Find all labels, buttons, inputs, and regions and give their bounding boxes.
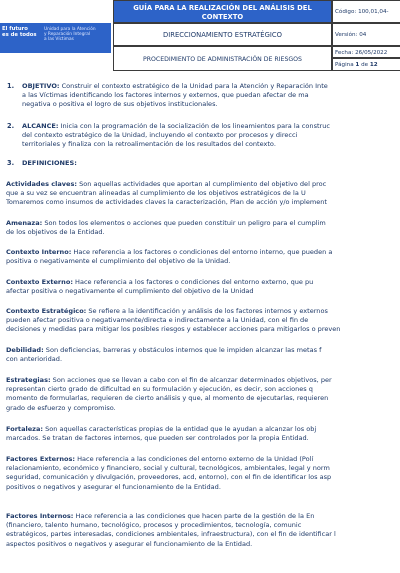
objetivo-line-2: a las Víctimas identificando los factores internos y externos, que puedan afectar de ma <box>22 91 309 100</box>
alcance-text-1: Inicia con la programación de la socialización de los lineamientos para la construc <box>58 122 330 130</box>
definition-line <box>6 307 400 316</box>
section-objetivo <box>22 82 400 110</box>
definition-term: Factores Externos: <box>6 455 76 463</box>
section-alcance <box>22 122 400 150</box>
process-area: DIRECCIONAMIENTO ESTRATÉGICO <box>113 23 332 46</box>
definition-line: aspectos positivos o negativos y asegurar el funcionamiento de la Entidad. <box>6 539 253 548</box>
definition-text: Hace referencia a las condiciones que hacen parte de la gestión de la En <box>73 512 315 520</box>
document-version: Versión: 04 <box>332 23 400 46</box>
definition-term: Debilidad: <box>6 346 44 354</box>
page-label: Página <box>335 62 354 68</box>
section-number-alcance: 2. <box>7 122 15 130</box>
definition-text: Son aquellas actividades que aportan al cumplimiento del objetivo del proc <box>77 180 327 188</box>
definition-line <box>6 455 400 464</box>
page-indicator <box>332 58 400 71</box>
definition-term: Amenaza: <box>6 219 43 227</box>
definition-text: Son acciones que se llevan a cabo con el fin de alcanzar determinados objetivos, per <box>50 376 332 384</box>
definition-line: representan cierto grado de dificultad en su formulación y ejecución, es decir, son acciones q <box>6 385 313 394</box>
logo-subtext <box>44 27 96 42</box>
title-line-1: GUÍA PARA LA REALIZACIÓN DEL ANÁLISIS DEL <box>133 4 312 12</box>
section-number-definiciones: 3. <box>7 159 15 167</box>
page-total: 12 <box>369 62 378 68</box>
definition-contexto-externo <box>6 278 400 296</box>
definition-term: Factores Internos: <box>6 512 74 520</box>
objetivo-line-3: negativa o positiva el logro de sus objetivos institucionales. <box>22 100 218 109</box>
logo-text <box>2 26 37 38</box>
logo-sub-line-2: y Reparación Integral <box>44 32 91 37</box>
definition-line <box>6 180 400 189</box>
document-code: Código: 100,01,04- <box>332 0 400 23</box>
logo-sub-line-3: a las Víctimas <box>44 37 74 42</box>
definition-text: Son deficiencias, barreras y obstáculos internos que le impiden alcanzar las metas f <box>43 346 322 354</box>
definition-line <box>6 346 400 355</box>
definition-text: Hace referencia a los factores o condiciones del entorno interno, que pueden a <box>71 248 333 256</box>
definition-text: Hace referencia a las condiciones del entorno externo de la Unidad (Polí <box>75 455 314 463</box>
definition-line: afectar positiva o negativamente el cumplimiento del objetivo de la Unidad <box>6 287 254 296</box>
definition-line: Tomaremos como insumos de actividades claves la caracterización, Plan de acción y/o implement <box>6 198 327 207</box>
title-line-2: CONTEXTO <box>201 13 244 21</box>
alcance-line-1 <box>22 122 400 131</box>
alcance-title: ALCANCE: <box>22 122 59 130</box>
definition-line <box>6 248 400 257</box>
section-definiciones-title: DEFINICIONES: <box>22 159 77 167</box>
definition-line: marcados. Se tratan de factores internos, que pueden ser controlados por la propia Entidad. <box>6 434 309 443</box>
definition-line: con anterioridad. <box>6 355 63 364</box>
definition-term: Actividades claves: <box>6 180 78 188</box>
definition-line: estratégicos, partes interesadas, condiciones ambientales, infraestructura), con el fin de identificar l <box>6 530 336 539</box>
definition-term: Fortaleza: <box>6 425 44 433</box>
definition-line: positiva o negativamente el cumplimiento del objetivo de la Unidad. <box>6 257 231 266</box>
definition-line <box>6 219 400 228</box>
logo-sub-line-1: Unidad para la Atención <box>44 27 96 32</box>
definition-line: seguridad, comunicación y divulgación, proveedores, acd, entorno), con el fin de identificar los asp <box>6 473 332 482</box>
definition-text: Son todos los elementos o acciones que pueden constituir un peligro para el cumplim <box>42 219 326 227</box>
objetivo-line-1 <box>22 82 400 91</box>
definition-line: relacionamiento, económico y financiero, social y cultural, tecnológicos, ambientales, legal y norm <box>6 464 330 473</box>
definition-text: Se refiere a la identificación y análisis de los factores internos y externos <box>86 307 328 315</box>
logo-line-2: es de todos <box>2 32 37 38</box>
definition-line: de los objetivos de la Entidad. <box>6 228 105 237</box>
logo-line-1: El futuro <box>2 26 28 32</box>
definition-line: positivos o negativos y asegurar el funcionamiento de la Entidad. <box>6 482 221 491</box>
definition-line <box>6 512 400 521</box>
procedure-name: PROCEDIMIENTO DE ADMINISTRACIÓN DE RIESGOS <box>113 46 332 71</box>
page-of: de <box>361 62 369 68</box>
definition-line: decisiones y medidas para mitigar los posibles riesgos y establecer acciones para mitigarlos o preven <box>6 325 341 334</box>
definition-actividades-claves <box>6 180 400 208</box>
page-current: 1 <box>355 62 360 68</box>
document-title <box>113 0 332 23</box>
definition-line <box>6 376 400 385</box>
definition-line: grado de esfuerzo y compromiso. <box>6 403 116 412</box>
document-date: Fecha: 26/05/2022 <box>332 46 400 58</box>
document-header <box>0 0 400 75</box>
definition-amenaza <box>6 219 400 237</box>
objetivo-text-1: Construir el contexto estratégico de la Unidad para la Atención y Reparación Inte <box>59 82 328 90</box>
definition-line <box>6 278 400 287</box>
section-number-objetivo: 1. <box>7 82 15 90</box>
definition-debilidad <box>6 346 400 364</box>
alcance-line-3: territoriales y finaliza con la retroalimentación de los resultados del contexto. <box>22 140 276 149</box>
definition-line <box>6 425 400 434</box>
alcance-line-2: del contexto estratégico de la Unidad, incluyendo el contexto por procesos y direcci <box>22 131 298 140</box>
definition-text: Son aquellas características propias de la entidad que le ayudan a alcanzar los obj <box>43 425 317 433</box>
definition-line: pueden afectar positiva o negativamente/directa e indirectamente a la Unidad, con el fin de <box>6 316 309 325</box>
definition-contexto-interno <box>6 248 400 266</box>
definition-term: Contexto Externo: <box>6 278 73 286</box>
definition-line: momento de formularlas, requieren de cierto análisis y que, al momento de ejecutarlas, requieren <box>6 394 329 403</box>
definition-term: Contexto Estratégico: <box>6 307 87 315</box>
definition-line: (financiero, talento humano, tecnológico, procesos y procedimientos, tecnología, comunic <box>6 521 302 530</box>
definition-term: Contexto Interno: <box>6 248 72 256</box>
definition-estrategias <box>6 376 400 413</box>
entity-logo <box>0 23 111 53</box>
definition-term: Estrategias: <box>6 376 51 384</box>
definition-fortaleza <box>6 425 400 443</box>
definition-factores-externos <box>6 455 400 492</box>
definition-text: Hace referencia a los factores o condiciones del entorno externo, que pu <box>72 278 314 286</box>
definition-contexto-estrategico <box>6 307 400 335</box>
objetivo-title: OBJETIVO: <box>22 82 60 90</box>
definition-line: que a su vez se encuentran alineadas al cumplimiento de los objetivos estratégicos de la U <box>6 189 306 198</box>
definition-factores-internos <box>6 512 400 549</box>
